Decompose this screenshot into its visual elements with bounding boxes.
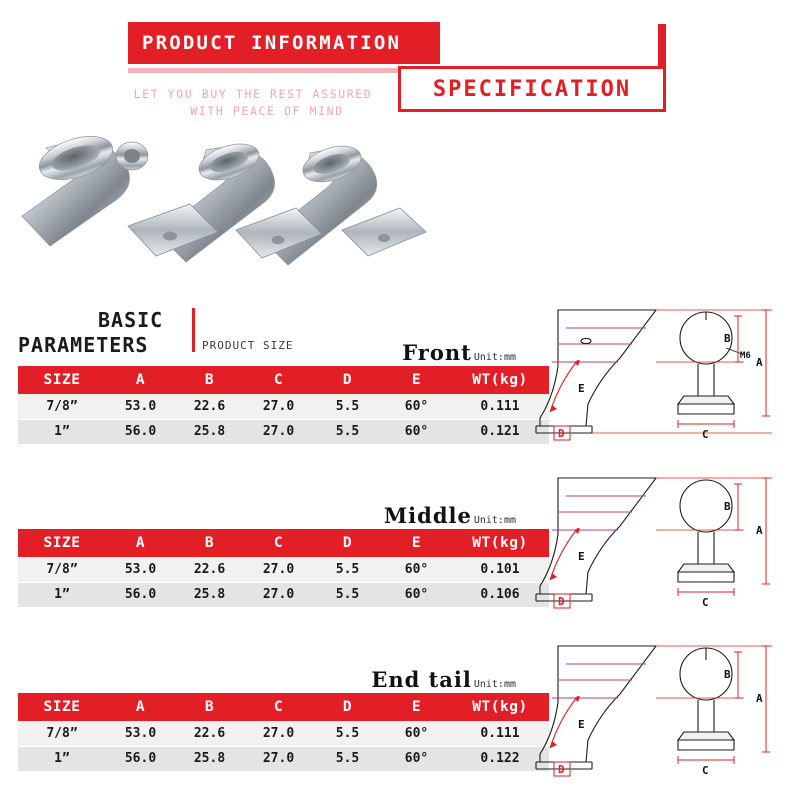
middle-caption-text: Middle — [383, 503, 472, 528]
cell-e: 60° — [382, 557, 451, 582]
label-b: B — [724, 668, 731, 681]
column-header-size: SIZE — [18, 693, 106, 721]
page-header — [0, 0, 800, 130]
end-tail-table-block — [18, 667, 528, 772]
table-row — [18, 419, 549, 444]
cell-weight: 0.121 — [451, 419, 549, 444]
column-header-d: D — [313, 366, 382, 394]
label-d: D — [558, 595, 565, 608]
column-header-e: E — [382, 366, 451, 394]
table-header-row — [18, 693, 549, 721]
basic-parameters-line-2: PARAMETERS — [18, 333, 149, 357]
end-tail-caption-unit: Unit:mm — [473, 679, 516, 690]
cell-e: 60° — [382, 394, 451, 419]
cell-d: 5.5 — [313, 582, 382, 607]
page-title: PRODUCT INFORMATION — [142, 32, 402, 54]
middle-table-block — [18, 503, 528, 608]
cell-b: 25.8 — [175, 419, 244, 444]
product-size-label: PRODUCT SIZE — [202, 339, 294, 352]
cell-size: 7/8” — [18, 721, 106, 746]
cell-b: 25.8 — [175, 582, 244, 607]
cell-e: 60° — [382, 419, 451, 444]
cell-a: 56.0 — [106, 419, 175, 444]
cell-d: 5.5 — [313, 557, 382, 582]
cell-b: 22.6 — [175, 721, 244, 746]
column-header-b: B — [175, 366, 244, 394]
column-header-a: A — [106, 366, 175, 394]
front-dimension-diagram — [528, 300, 794, 450]
end-tail-spec-table — [18, 693, 549, 772]
column-header-weight: WT(kg) — [451, 693, 549, 721]
column-header-size: SIZE — [18, 366, 106, 394]
end-tail-dimension-diagram — [528, 636, 794, 786]
cell-weight: 0.111 — [451, 394, 549, 419]
front-table-caption — [18, 340, 518, 366]
column-header-a: A — [106, 529, 175, 557]
column-header-weight: WT(kg) — [451, 366, 549, 394]
column-header-e: E — [382, 529, 451, 557]
end-tail-table-caption — [18, 667, 518, 693]
cell-size: 7/8” — [18, 394, 106, 419]
end-tail-diagram-svg — [528, 636, 794, 786]
column-header-weight: WT(kg) — [451, 529, 549, 557]
label-d: D — [558, 427, 565, 440]
cell-a: 53.0 — [106, 394, 175, 419]
cell-a: 53.0 — [106, 721, 175, 746]
cell-d: 5.5 — [313, 394, 382, 419]
cell-d: 5.5 — [313, 746, 382, 771]
column-header-b: B — [175, 693, 244, 721]
cell-b: 22.6 — [175, 557, 244, 582]
label-c: C — [702, 428, 709, 441]
label-b: B — [724, 500, 731, 513]
front-spec-table — [18, 366, 549, 445]
cell-size: 1” — [18, 582, 106, 607]
cell-b: 22.6 — [175, 394, 244, 419]
specification-corner-accent — [658, 24, 666, 72]
middle-diagram-svg — [528, 468, 794, 618]
front-diagram-svg — [528, 300, 794, 450]
tagline — [128, 86, 378, 120]
middle-dimension-diagram — [528, 468, 794, 618]
cell-weight: 0.111 — [451, 721, 549, 746]
label-a: A — [756, 692, 763, 705]
cell-weight: 0.101 — [451, 557, 549, 582]
label-m6: M6 — [740, 351, 751, 361]
cell-a: 56.0 — [106, 746, 175, 771]
table-row — [18, 582, 549, 607]
front-caption-unit: Unit:mm — [473, 352, 516, 363]
table-header-row — [18, 366, 549, 394]
column-header-e: E — [382, 693, 451, 721]
label-e: E — [578, 382, 585, 395]
end-tail-caption-text: End tail — [371, 667, 472, 692]
table-row — [18, 394, 549, 419]
table-row — [18, 557, 549, 582]
column-header-c: C — [244, 366, 313, 394]
cell-d: 5.5 — [313, 419, 382, 444]
product-photo-illustration — [10, 118, 430, 298]
cell-a: 56.0 — [106, 582, 175, 607]
cell-weight: 0.106 — [451, 582, 549, 607]
cell-size: 1” — [18, 419, 106, 444]
cell-c: 27.0 — [244, 557, 313, 582]
specification-label: SPECIFICATION — [432, 76, 632, 102]
column-header-b: B — [175, 529, 244, 557]
product-information-title-bar — [128, 22, 440, 64]
basic-parameters-line-1: BASIC — [98, 308, 164, 332]
front-caption-text: Front — [402, 340, 472, 365]
middle-spec-table — [18, 529, 549, 608]
cell-size: 1” — [18, 746, 106, 771]
tagline-line-2: WITH PEACE OF MIND — [190, 104, 344, 118]
label-c: C — [702, 764, 709, 777]
table-header-row — [18, 529, 549, 557]
column-header-c: C — [244, 529, 313, 557]
cell-d: 5.5 — [313, 721, 382, 746]
label-d: D — [558, 763, 565, 776]
label-c: C — [702, 596, 709, 609]
cell-e: 60° — [382, 721, 451, 746]
table-row — [18, 721, 549, 746]
cell-c: 27.0 — [244, 721, 313, 746]
label-a: A — [756, 356, 763, 369]
column-header-d: D — [313, 693, 382, 721]
middle-caption-unit: Unit:mm — [473, 515, 516, 526]
column-header-size: SIZE — [18, 529, 106, 557]
column-header-d: D — [313, 529, 382, 557]
cell-b: 25.8 — [175, 746, 244, 771]
cell-c: 27.0 — [244, 394, 313, 419]
label-e: E — [578, 550, 585, 563]
table-row — [18, 746, 549, 771]
cell-e: 60° — [382, 582, 451, 607]
label-b: B — [724, 332, 731, 345]
cell-c: 27.0 — [244, 746, 313, 771]
column-header-a: A — [106, 693, 175, 721]
cell-e: 60° — [382, 746, 451, 771]
cell-c: 27.0 — [244, 582, 313, 607]
product-photo — [10, 118, 430, 298]
title-underline — [128, 68, 440, 73]
specification-box — [398, 66, 666, 112]
front-table-block — [18, 340, 528, 445]
label-a: A — [756, 524, 763, 537]
cell-c: 27.0 — [244, 419, 313, 444]
label-e: E — [578, 718, 585, 731]
column-header-c: C — [244, 693, 313, 721]
cell-a: 53.0 — [106, 557, 175, 582]
tagline-line-1: LET YOU BUY THE REST ASSURED — [133, 87, 373, 101]
cell-weight: 0.122 — [451, 746, 549, 771]
middle-table-caption — [18, 503, 518, 529]
cell-size: 7/8” — [18, 557, 106, 582]
